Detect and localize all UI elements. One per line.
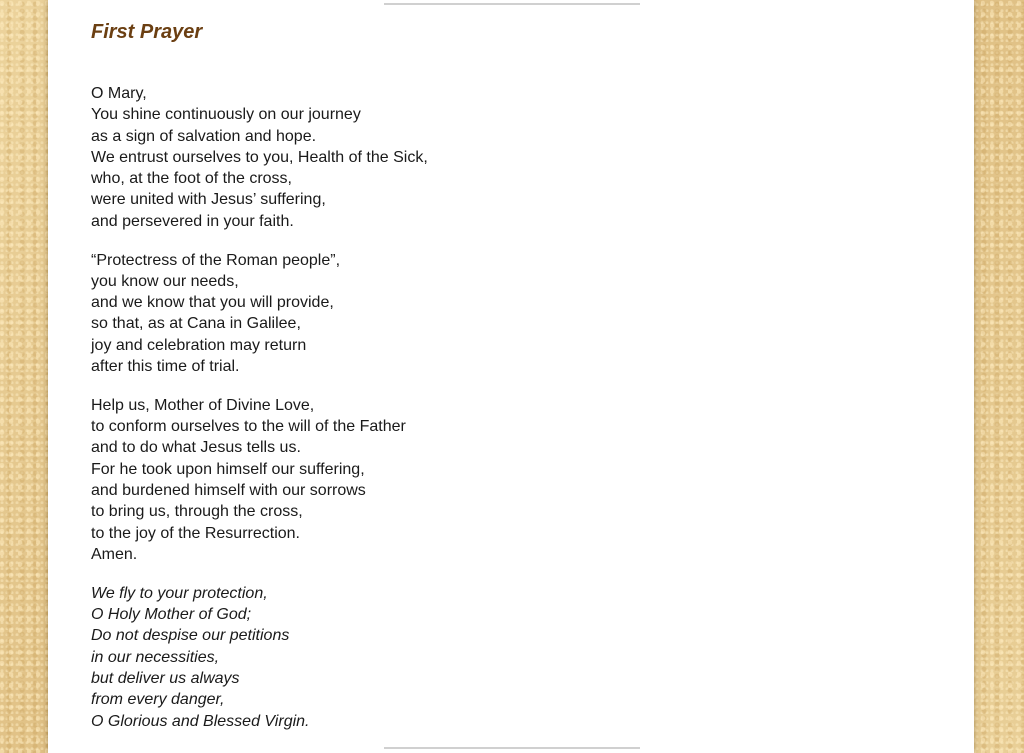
prayer-line: O Glorious and Blessed Virgin. xyxy=(91,712,310,730)
prayer-line: We fly to your protection, xyxy=(91,584,268,602)
prayer-line: from every danger, xyxy=(91,691,225,709)
prayer-line: so that, as at Cana in Galilee, xyxy=(91,315,301,333)
prayer-title: First Prayer xyxy=(91,21,203,43)
bottom-divider xyxy=(384,747,640,749)
prayer-line: and we know that you will provide, xyxy=(91,294,334,312)
prayer-line: and burdened himself with our sorrows xyxy=(91,482,366,500)
prayer-line: to conform ourselves to the will of the Father xyxy=(91,418,406,436)
stanza-sub-tuum xyxy=(91,583,691,732)
prayer-line: as a sign of salvation and hope. xyxy=(91,127,317,145)
prayer-line: to the joy of the Resurrection. xyxy=(91,524,300,542)
prayer-line: Do not despise our petitions xyxy=(91,627,290,645)
prayer-line: Help us, Mother of Divine Love, xyxy=(91,396,315,414)
prayer-line: you know our needs, xyxy=(91,272,239,290)
prayer-line: and persevered in your faith. xyxy=(91,212,294,230)
prayer-line: in our necessities, xyxy=(91,648,220,666)
prayer-line: Amen. xyxy=(91,545,138,563)
stanza xyxy=(91,250,691,378)
prayer-line: O Holy Mother of God; xyxy=(91,606,252,624)
prayer-line: We entrust ourselves to you, Health of the Sick, xyxy=(91,148,428,166)
prayer-line: For he took upon himself our suffering, xyxy=(91,460,365,478)
prayer-line: and to do what Jesus tells us. xyxy=(91,439,301,457)
prayer-text xyxy=(91,83,691,749)
prayer-line: after this time of trial. xyxy=(91,358,240,376)
stanza xyxy=(91,395,691,565)
prayer-line: to bring us, through the cross, xyxy=(91,503,303,521)
prayer-line: O Mary, xyxy=(91,85,147,102)
prayer-line: were united with Jesus’ suffering, xyxy=(91,191,326,209)
prayer-page xyxy=(48,0,974,753)
prayer-line: but deliver us always xyxy=(91,669,240,687)
prayer-line: joy and celebration may return xyxy=(91,336,307,354)
top-divider xyxy=(384,3,640,5)
prayer-line: “Protectress of the Roman people”, xyxy=(91,251,341,269)
prayer-line: who, at the foot of the cross, xyxy=(91,170,292,188)
prayer-line: You shine continuously on our journey xyxy=(91,106,361,124)
stanza xyxy=(91,83,691,232)
